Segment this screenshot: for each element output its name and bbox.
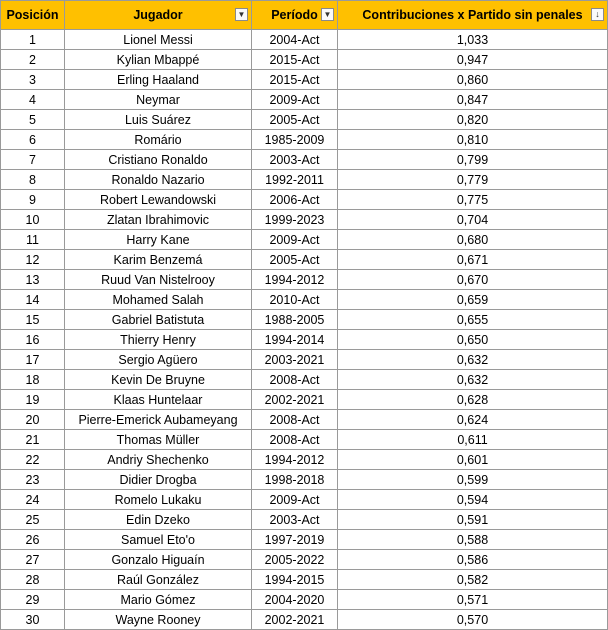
cell-contribuciones[interactable]: 0,670 (338, 270, 608, 290)
cell-contribuciones[interactable]: 0,611 (338, 430, 608, 450)
cell-contribuciones[interactable]: 0,775 (338, 190, 608, 210)
cell-posicion[interactable]: 8 (1, 170, 65, 190)
header-contribuciones-label: Contribuciones x Partido sin penales (362, 8, 583, 22)
cell-posicion[interactable]: 16 (1, 330, 65, 350)
cell-jugador[interactable]: Didier Drogba (65, 470, 252, 490)
table-row (1, 510, 608, 530)
cell-contribuciones[interactable]: 0,655 (338, 310, 608, 330)
cell-jugador[interactable]: Ruud Van Nistelrooy (65, 270, 252, 290)
table-row (1, 190, 608, 210)
cell-contribuciones[interactable]: 0,799 (338, 150, 608, 170)
cell-jugador[interactable]: Thomas Müller (65, 430, 252, 450)
cell-jugador[interactable]: Kylian Mbappé (65, 50, 252, 70)
cell-contribuciones[interactable]: 0,680 (338, 230, 608, 250)
cell-posicion[interactable]: 3 (1, 70, 65, 90)
table-row (1, 370, 608, 390)
cell-periodo[interactable]: 1998-2018 (252, 470, 338, 490)
cell-jugador[interactable]: Thierry Henry (65, 330, 252, 350)
cell-posicion[interactable]: 19 (1, 390, 65, 410)
cell-periodo[interactable]: 2002-2021 (252, 610, 338, 630)
cell-contribuciones[interactable]: 0,779 (338, 170, 608, 190)
cell-jugador[interactable]: Raúl González (65, 570, 252, 590)
cell-posicion[interactable]: 28 (1, 570, 65, 590)
cell-periodo[interactable]: 1994-2015 (252, 570, 338, 590)
cell-contribuciones[interactable]: 0,570 (338, 610, 608, 630)
cell-posicion[interactable]: 21 (1, 430, 65, 450)
cell-contribuciones[interactable]: 0,860 (338, 70, 608, 90)
cell-posicion[interactable]: 6 (1, 130, 65, 150)
table-row (1, 590, 608, 610)
table-row (1, 530, 608, 550)
cell-jugador[interactable]: Kevin De Bruyne (65, 370, 252, 390)
cell-posicion[interactable]: 25 (1, 510, 65, 530)
cell-periodo[interactable]: 2010-Act (252, 290, 338, 310)
cell-jugador[interactable]: Zlatan Ibrahimovic (65, 210, 252, 230)
cell-contribuciones[interactable]: 0,599 (338, 470, 608, 490)
cell-periodo[interactable]: 1999-2023 (252, 210, 338, 230)
cell-jugador[interactable]: Robert Lewandowski (65, 190, 252, 210)
cell-periodo[interactable]: 2008-Act (252, 430, 338, 450)
table-row (1, 350, 608, 370)
cell-jugador[interactable]: Andriy Shechenko (65, 450, 252, 470)
cell-contribuciones[interactable]: 0,659 (338, 290, 608, 310)
cell-posicion[interactable]: 29 (1, 590, 65, 610)
cell-contribuciones[interactable]: 0,624 (338, 410, 608, 430)
cell-jugador[interactable]: Sergio Agüero (65, 350, 252, 370)
cell-contribuciones[interactable]: 0,601 (338, 450, 608, 470)
cell-jugador[interactable]: Wayne Rooney (65, 610, 252, 630)
cell-posicion[interactable]: 12 (1, 250, 65, 270)
cell-periodo[interactable]: 2009-Act (252, 90, 338, 110)
cell-contribuciones[interactable]: 0,810 (338, 130, 608, 150)
cell-jugador[interactable]: Pierre-Emerick Aubameyang (65, 410, 252, 430)
cell-jugador[interactable]: Mohamed Salah (65, 290, 252, 310)
cell-periodo[interactable]: 2006-Act (252, 190, 338, 210)
cell-jugador[interactable]: Luis Suárez (65, 110, 252, 130)
table-row (1, 230, 608, 250)
table-row (1, 210, 608, 230)
cell-contribuciones[interactable]: 1,033 (338, 30, 608, 50)
table-row (1, 390, 608, 410)
cell-periodo[interactable]: 2003-2021 (252, 350, 338, 370)
cell-contribuciones[interactable]: 0,594 (338, 490, 608, 510)
table-row (1, 290, 608, 310)
cell-periodo[interactable]: 1994-2012 (252, 450, 338, 470)
cell-jugador[interactable]: Harry Kane (65, 230, 252, 250)
table-row (1, 470, 608, 490)
cell-contribuciones[interactable]: 0,632 (338, 370, 608, 390)
cell-posicion[interactable]: 17 (1, 350, 65, 370)
cell-jugador[interactable]: Ronaldo Nazario (65, 170, 252, 190)
dropdown-arrow-icon[interactable]: ▼ (235, 8, 248, 21)
cell-periodo[interactable]: 1988-2005 (252, 310, 338, 330)
cell-contribuciones[interactable]: 0,628 (338, 390, 608, 410)
table-row (1, 450, 608, 470)
cell-contribuciones[interactable]: 0,582 (338, 570, 608, 590)
cell-periodo[interactable]: 1997-2019 (252, 530, 338, 550)
cell-jugador[interactable]: Edin Dzeko (65, 510, 252, 530)
cell-periodo[interactable]: 1992-2011 (252, 170, 338, 190)
cell-posicion[interactable]: 2 (1, 50, 65, 70)
cell-contribuciones[interactable]: 0,588 (338, 530, 608, 550)
table-row (1, 410, 608, 430)
header-posicion-label: Posición (6, 8, 59, 22)
table-row (1, 250, 608, 270)
table-row (1, 270, 608, 290)
cell-jugador[interactable]: Cristiano Ronaldo (65, 150, 252, 170)
cell-jugador[interactable]: Klaas Huntelaar (65, 390, 252, 410)
table-row (1, 30, 608, 50)
header-periodo-label: Período (271, 8, 318, 22)
cell-periodo[interactable]: 1994-2014 (252, 330, 338, 350)
cell-contribuciones[interactable]: 0,947 (338, 50, 608, 70)
header-jugador[interactable] (65, 1, 252, 30)
table-row (1, 550, 608, 570)
cell-periodo[interactable]: 2009-Act (252, 490, 338, 510)
cell-posicion[interactable]: 22 (1, 450, 65, 470)
cell-jugador[interactable]: Erling Haaland (65, 70, 252, 90)
cell-jugador[interactable]: Romelo Lukaku (65, 490, 252, 510)
table-body (1, 30, 608, 630)
cell-contribuciones[interactable]: 0,820 (338, 110, 608, 130)
sort-descending-icon[interactable]: ↓ (591, 8, 604, 21)
cell-contribuciones[interactable]: 0,571 (338, 590, 608, 610)
table-row (1, 490, 608, 510)
cell-jugador[interactable]: Samuel Eto'o (65, 530, 252, 550)
cell-periodo[interactable]: 2008-Act (252, 370, 338, 390)
header-row (1, 1, 608, 30)
cell-periodo[interactable]: 2015-Act (252, 50, 338, 70)
cell-periodo[interactable]: 2008-Act (252, 410, 338, 430)
cell-posicion[interactable]: 7 (1, 150, 65, 170)
cell-contribuciones[interactable]: 0,586 (338, 550, 608, 570)
cell-posicion[interactable]: 9 (1, 190, 65, 210)
cell-periodo[interactable]: 2002-2021 (252, 390, 338, 410)
table-row (1, 570, 608, 590)
cell-posicion[interactable]: 27 (1, 550, 65, 570)
cell-posicion[interactable]: 14 (1, 290, 65, 310)
cell-contribuciones[interactable]: 0,671 (338, 250, 608, 270)
cell-posicion[interactable]: 23 (1, 470, 65, 490)
cell-jugador[interactable]: Gabriel Batistuta (65, 310, 252, 330)
table-row (1, 430, 608, 450)
cell-contribuciones[interactable]: 0,632 (338, 350, 608, 370)
cell-contribuciones[interactable]: 0,591 (338, 510, 608, 530)
cell-contribuciones[interactable]: 0,650 (338, 330, 608, 350)
cell-jugador[interactable]: Gonzalo Higuaín (65, 550, 252, 570)
table-row (1, 310, 608, 330)
cell-jugador[interactable]: Romário (65, 130, 252, 150)
cell-periodo[interactable]: 2015-Act (252, 70, 338, 90)
cell-periodo[interactable]: 2003-Act (252, 510, 338, 530)
table-row (1, 110, 608, 130)
cell-posicion[interactable]: 30 (1, 610, 65, 630)
header-contribuciones[interactable] (338, 1, 608, 30)
cell-posicion[interactable]: 4 (1, 90, 65, 110)
cell-contribuciones[interactable]: 0,704 (338, 210, 608, 230)
cell-posicion[interactable]: 24 (1, 490, 65, 510)
cell-periodo[interactable]: 2004-Act (252, 30, 338, 50)
header-posicion[interactable] (1, 1, 65, 30)
cell-jugador[interactable]: Mario Gómez (65, 590, 252, 610)
cell-periodo[interactable]: 1985-2009 (252, 130, 338, 150)
cell-posicion[interactable]: 1 (1, 30, 65, 50)
cell-posicion[interactable]: 5 (1, 110, 65, 130)
cell-jugador[interactable]: Lionel Messi (65, 30, 252, 50)
table-row (1, 70, 608, 90)
cell-contribuciones[interactable]: 0,847 (338, 90, 608, 110)
cell-periodo[interactable]: 2004-2020 (252, 590, 338, 610)
cell-posicion[interactable]: 26 (1, 530, 65, 550)
cell-posicion[interactable]: 13 (1, 270, 65, 290)
table-row (1, 90, 608, 110)
cell-periodo[interactable]: 2009-Act (252, 230, 338, 250)
cell-periodo[interactable]: 2005-Act (252, 250, 338, 270)
cell-jugador[interactable]: Neymar (65, 90, 252, 110)
header-periodo[interactable] (252, 1, 338, 30)
cell-jugador[interactable]: Karim Benzemá (65, 250, 252, 270)
cell-periodo[interactable]: 1994-2012 (252, 270, 338, 290)
header-jugador-label: Jugador (133, 8, 183, 22)
cell-periodo[interactable]: 2005-2022 (252, 550, 338, 570)
dropdown-arrow-icon[interactable]: ▼ (321, 8, 334, 21)
table-row (1, 150, 608, 170)
table-row (1, 130, 608, 150)
cell-periodo[interactable]: 2005-Act (252, 110, 338, 130)
cell-posicion[interactable]: 11 (1, 230, 65, 250)
cell-periodo[interactable]: 2003-Act (252, 150, 338, 170)
cell-posicion[interactable]: 10 (1, 210, 65, 230)
table-row (1, 170, 608, 190)
table-row (1, 330, 608, 350)
cell-posicion[interactable]: 15 (1, 310, 65, 330)
table-row (1, 50, 608, 70)
cell-posicion[interactable]: 18 (1, 370, 65, 390)
cell-posicion[interactable]: 20 (1, 410, 65, 430)
